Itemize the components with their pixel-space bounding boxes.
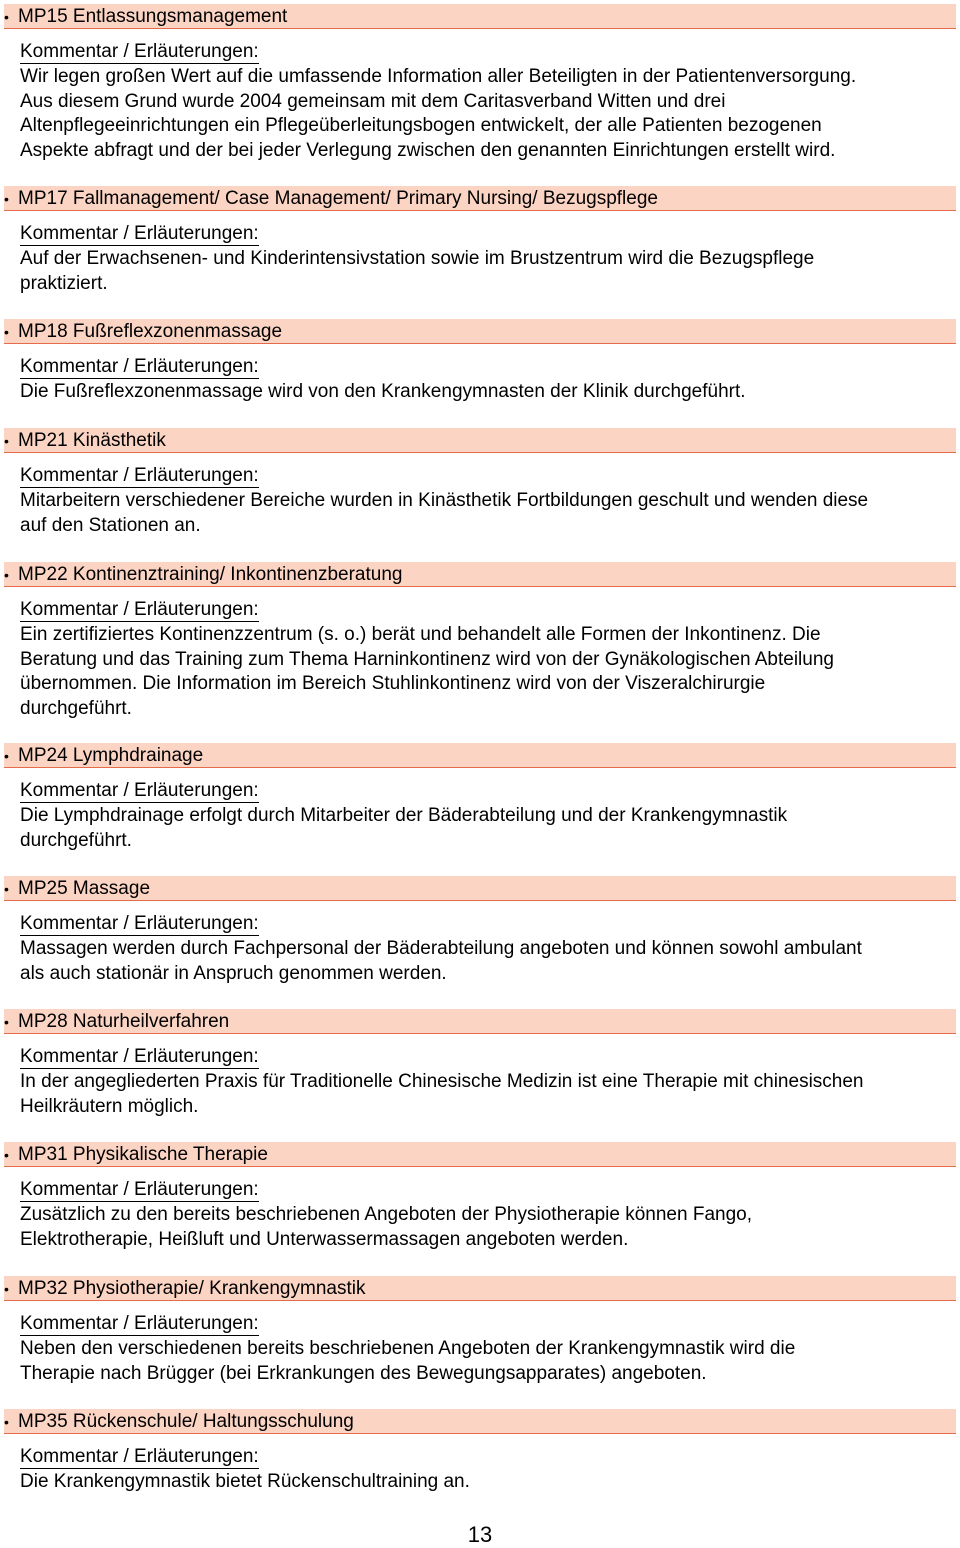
bullet-icon: •	[4, 191, 9, 207]
comment-label: Kommentar / Erläuterungen:	[20, 913, 259, 934]
section-body	[20, 1203, 958, 1252]
body-line: Wir legen großen Wert auf die umfassende Information aller Beteiligten in der Patientenversorgung.	[20, 66, 857, 87]
comment-label: Kommentar / Erläuterungen:	[20, 223, 259, 244]
body-line: Mitarbeitern verschiedener Bereiche wurden in Kinästhetik Fortbildungen geschult und wenden diese	[20, 490, 869, 511]
body-line: auf den Stationen an.	[20, 514, 201, 536]
section-title-text: MP21 Kinästhetik	[18, 430, 166, 451]
bullet-icon: •	[4, 1147, 9, 1163]
section-title	[4, 1011, 229, 1033]
bullet-icon: •	[4, 9, 9, 25]
comment-label: Kommentar / Erläuterungen:	[20, 1046, 259, 1067]
section-title-text: MP28 Naturheilverfahren	[18, 1011, 230, 1032]
section-body	[20, 937, 958, 986]
section-title-text: MP15 Entlassungsmanagement	[18, 6, 288, 27]
body-line: Massagen werden durch Fachpersonal der Bäderabteilung angeboten und können sowohl ambulant	[20, 938, 862, 959]
section-title	[4, 878, 150, 900]
section-title-text: MP18 Fußreflexzonenmassage	[18, 321, 283, 342]
comment-label: Kommentar / Erläuterungen:	[20, 599, 259, 620]
section-title-text: MP25 Massage	[18, 878, 151, 899]
comment-label: Kommentar / Erläuterungen:	[20, 1446, 259, 1467]
body-line: Aus diesem Grund wurde 2004 gemeinsam mit dem Caritasverband Witten und drei	[20, 90, 726, 112]
bullet-icon: •	[4, 1014, 9, 1030]
section-title	[4, 6, 287, 28]
section-title	[4, 188, 658, 210]
body-line: praktiziert.	[20, 272, 108, 294]
body-line: Die Krankengymnastik bietet Rückenschultraining an.	[20, 1471, 470, 1492]
comment-label: Kommentar / Erläuterungen:	[20, 465, 259, 486]
section-title-text: MP32 Physiotherapie/ Krankengymnastik	[18, 1278, 366, 1299]
section-body	[20, 623, 958, 721]
section-title	[4, 1144, 268, 1166]
body-line: Elektrotherapie, Heißluft und Unterwassermassagen angeboten werden.	[20, 1228, 629, 1250]
comment-label: Kommentar / Erläuterungen:	[20, 356, 259, 377]
section-title-text: MP35 Rückenschule/ Haltungsschulung	[18, 1411, 354, 1432]
bullet-icon: •	[4, 433, 9, 449]
bullet-icon: •	[4, 1281, 9, 1297]
comment-label: Kommentar / Erläuterungen:	[20, 780, 259, 801]
comment-label: Kommentar / Erläuterungen:	[20, 1179, 259, 1200]
section-body	[20, 1070, 958, 1119]
body-line: Altenpflegeeinrichtungen ein Pflegeüberleitungsbogen entwickelt, der alle Patienten bezogenen	[20, 115, 822, 136]
body-line: Therapie nach Brügger (bei Erkrankungen des Bewegungsapparates) angeboten.	[20, 1362, 707, 1384]
body-line: durchgeführt.	[20, 829, 132, 851]
section-body	[20, 247, 958, 296]
section-title-text: MP17 Fallmanagement/ Case Management/ Primary Nursing/ Bezugspflege	[18, 188, 658, 209]
section-body	[20, 380, 958, 405]
body-line: übernommen. Die Information im Bereich Stuhlinkontinenz wird von der Viszeralchirurgie	[20, 673, 766, 694]
body-line: Neben den verschiedenen bereits beschriebenen Angeboten der Krankengymnastik wird die	[20, 1338, 796, 1359]
bullet-icon: •	[4, 567, 9, 583]
section-body	[20, 1337, 958, 1386]
body-line: In der angegliederten Praxis für Traditionelle Chinesische Medizin ist eine Therapie mit chinesischen	[20, 1071, 864, 1092]
section-title	[4, 1411, 354, 1433]
section-title	[4, 430, 166, 452]
body-line: Beratung und das Training zum Thema Harninkontinenz wird von der Gynäkologischen Abteilung	[20, 648, 834, 670]
body-line: Ein zertifiziertes Kontinenzzentrum (s. o.) berät und behandelt alle Formen der Inkontinenz. Die	[20, 624, 821, 645]
section-body	[20, 1470, 958, 1495]
section-body	[20, 65, 958, 163]
comment-label: Kommentar / Erläuterungen:	[20, 1313, 259, 1334]
bullet-icon: •	[4, 324, 9, 340]
body-line: Auf der Erwachsenen- und Kinderintensivstation sowie im Brustzentrum wird die Bezugspflege	[20, 248, 815, 269]
section-body	[20, 804, 958, 853]
bullet-icon: •	[4, 881, 9, 897]
body-line: Die Fußreflexzonenmassage wird von den Krankengymnasten der Klinik durchgeführt.	[20, 381, 746, 402]
page-number: 13	[467, 1522, 493, 1547]
section-title-text: MP31 Physikalische Therapie	[18, 1144, 268, 1165]
section-body	[20, 489, 958, 538]
body-line: Zusätzlich zu den bereits beschriebenen Angeboten der Physiotherapie können Fango,	[20, 1204, 752, 1225]
section-title-text: MP24 Lymphdrainage	[18, 745, 204, 766]
section-title-text: MP22 Kontinenztraining/ Inkontinenzberatung	[18, 564, 403, 585]
body-line: als auch stationär in Anspruch genommen werden.	[20, 962, 447, 984]
section-title	[4, 745, 203, 767]
body-line: Die Lymphdrainage erfolgt durch Mitarbeiter der Bäderabteilung und der Krankengymnastik	[20, 805, 788, 826]
section-title	[4, 321, 282, 343]
section-title	[4, 1278, 365, 1300]
section-title	[4, 564, 402, 586]
body-line: durchgeführt.	[20, 697, 132, 719]
comment-label: Kommentar / Erläuterungen:	[20, 41, 259, 62]
bullet-icon: •	[4, 1414, 9, 1430]
bullet-icon: •	[4, 748, 9, 764]
body-line: Aspekte abfragt und der bei jeder Verlegung zwischen den genannten Einrichtungen erstellt wird.	[20, 139, 836, 161]
body-line: Heilkräutern möglich.	[20, 1095, 199, 1117]
